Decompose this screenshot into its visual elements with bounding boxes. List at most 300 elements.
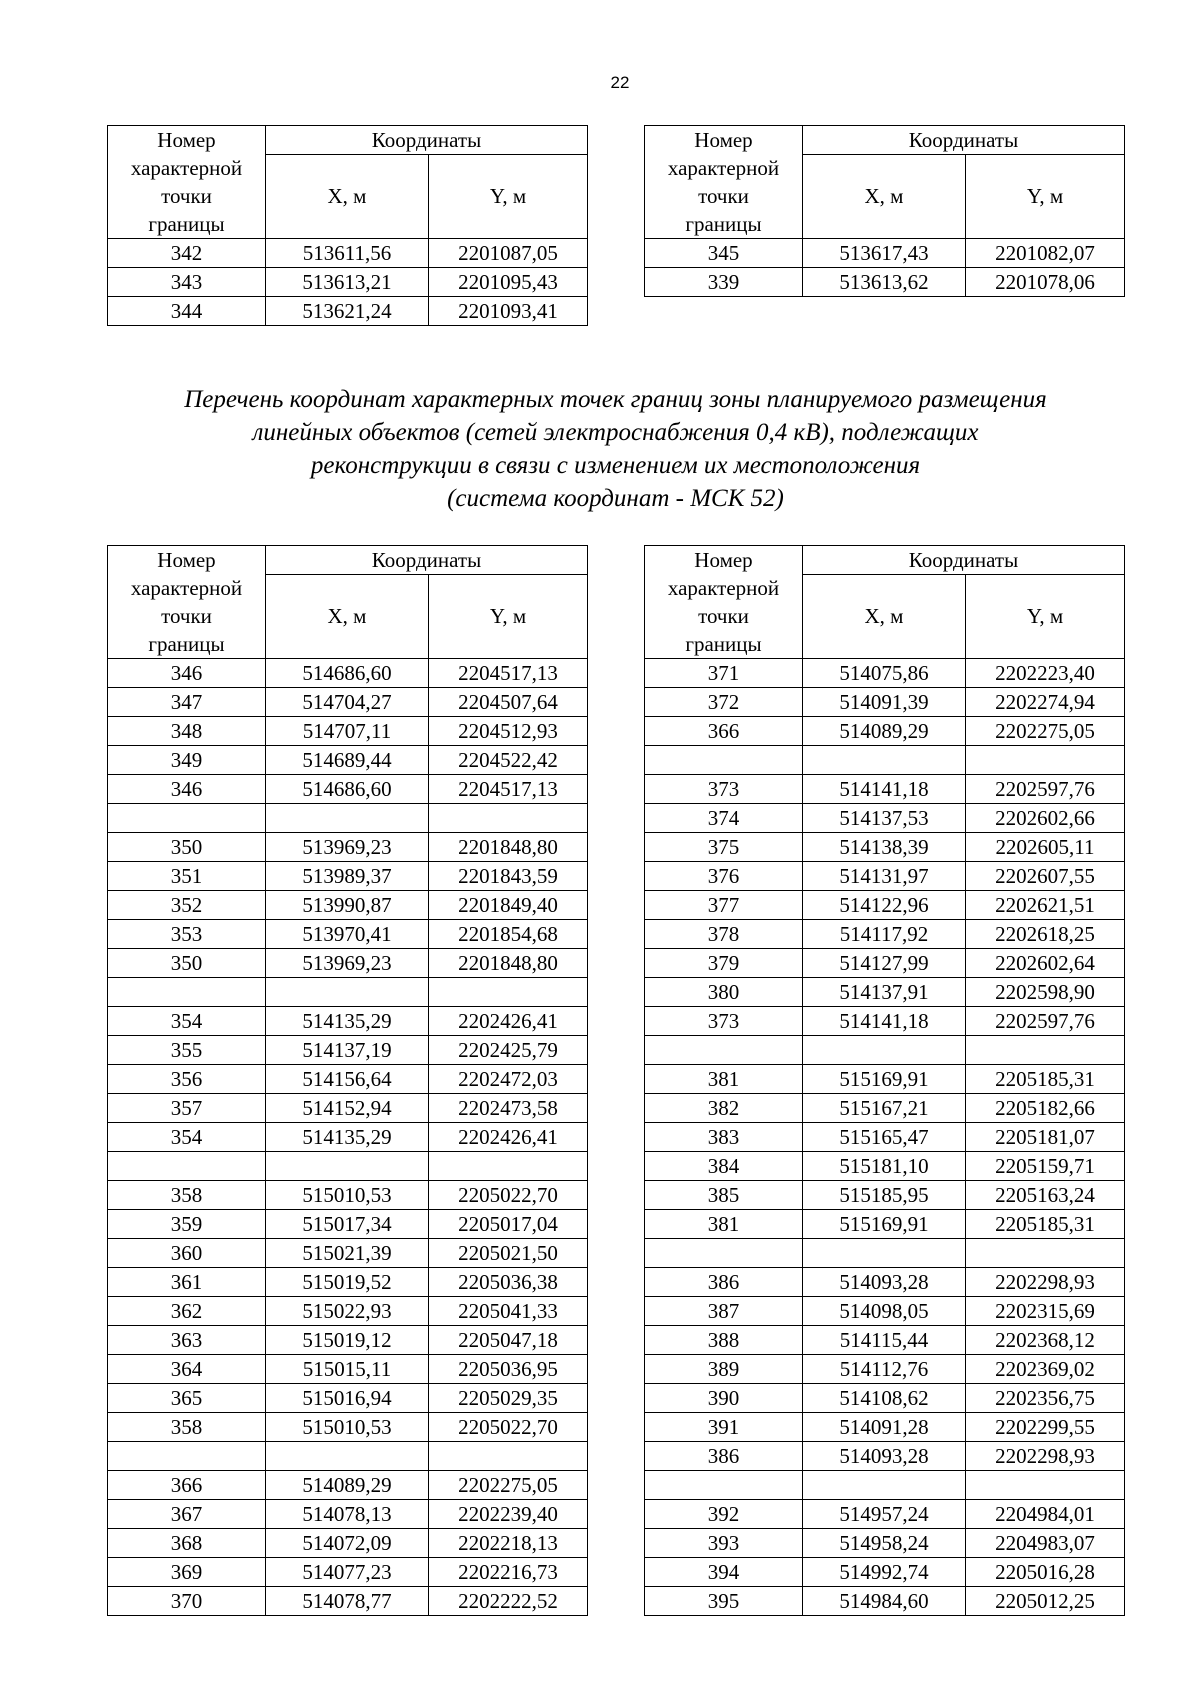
cell-y [429,978,588,1007]
header-num-line4: границы [148,212,225,236]
table-row [645,949,1125,978]
header-x: X, м [803,575,966,659]
cell-y: 2202356,75 [966,1384,1125,1413]
cell-point-number: 366 [645,717,803,746]
cell-y: 2201848,80 [429,833,588,862]
cell-y: 2204517,13 [429,659,588,688]
cell-point-number: 358 [108,1413,266,1442]
cell-x [803,1239,966,1268]
cell-point-number [108,1152,266,1181]
cell-x: 515169,91 [803,1210,966,1239]
cell-x: 515181,10 [803,1152,966,1181]
cell-x: 514135,29 [266,1007,429,1036]
cell-y: 2205047,18 [429,1326,588,1355]
table-row [645,1239,1125,1268]
table-row [108,1094,588,1123]
caption-line-2: линейных объектов (сетей электроснабжения 0,4 кВ), подлежащих [252,419,979,446]
cell-point-number: 358 [108,1181,266,1210]
page-number: 22 [610,73,630,92]
cell-point-number: 364 [108,1355,266,1384]
cell-x [266,1442,429,1471]
cell-point-number: 385 [645,1181,803,1210]
cell-point-number: 394 [645,1558,803,1587]
cell-x: 514091,39 [803,688,966,717]
cell-point-number: 343 [108,268,266,297]
cell-x: 513990,87 [266,891,429,920]
table-row [645,1413,1125,1442]
table-row [645,688,1125,717]
table-row [108,1181,588,1210]
cell-point-number: 359 [108,1210,266,1239]
cell-point-number: 374 [645,804,803,833]
cell-point-number: 383 [645,1123,803,1152]
cell-x: 514131,97 [803,862,966,891]
caption-line-4: (система координат - МСК 52) [447,485,784,512]
cell-y: 2202426,41 [429,1007,588,1036]
cell-x: 513611,56 [266,239,429,268]
cell-y: 2205016,28 [966,1558,1125,1587]
cell-point-number: 373 [645,775,803,804]
cell-point-number: 353 [108,920,266,949]
table-row [108,746,588,775]
table-row [108,949,588,978]
cell-point-number [645,1471,803,1500]
caption-line-3: реконструкции в связи с изменением их местоположения [310,452,921,479]
cell-x [266,978,429,1007]
cell-y: 2204512,93 [429,717,588,746]
cell-point-number: 382 [645,1094,803,1123]
cell-x: 513613,21 [266,268,429,297]
cell-y: 2205185,31 [966,1065,1125,1094]
coordinates-table-main-left [107,545,588,1616]
cell-point-number [108,978,266,1007]
table-row [108,1007,588,1036]
cell-x: 515017,34 [266,1210,429,1239]
table-row [645,1181,1125,1210]
cell-x: 514957,24 [803,1500,966,1529]
cell-point-number: 367 [108,1500,266,1529]
header-x: X, м [803,155,966,239]
cell-point-number: 347 [108,688,266,717]
cell-x: 514091,28 [803,1413,966,1442]
cell-point-number: 352 [108,891,266,920]
cell-y: 2202222,52 [429,1587,588,1616]
cell-x: 514137,53 [803,804,966,833]
table-row [108,297,588,326]
cell-point-number: 346 [108,775,266,804]
table-row [645,746,1125,775]
table-row [645,833,1125,862]
table-row [645,1007,1125,1036]
table-row [645,1268,1125,1297]
cell-y: 2201848,80 [429,949,588,978]
cell-y: 2202298,93 [966,1442,1125,1471]
cell-x: 514089,29 [803,717,966,746]
cell-point-number: 354 [108,1007,266,1036]
table-row [108,978,588,1007]
cell-point-number: 355 [108,1036,266,1065]
cell-y: 2205182,66 [966,1094,1125,1123]
cell-y: 2202315,69 [966,1297,1125,1326]
header-num-line2: характерной [667,156,780,180]
table-row [108,1268,588,1297]
header-num-line1: Номер [694,128,753,152]
cell-x: 514135,29 [266,1123,429,1152]
table-row [108,1384,588,1413]
header-x: X, м [266,155,429,239]
cell-y: 2205012,25 [966,1587,1125,1616]
cell-y: 2202275,05 [966,717,1125,746]
cell-point-number: 344 [108,297,266,326]
cell-y: 2202274,94 [966,688,1125,717]
cell-x [803,1036,966,1065]
cell-y: 2202621,51 [966,891,1125,920]
cell-x: 514958,24 [803,1529,966,1558]
table-row [108,1500,588,1529]
cell-y: 2205041,33 [429,1297,588,1326]
header-num-line4: границы [685,212,762,236]
cell-y [429,1152,588,1181]
cell-x: 514141,18 [803,775,966,804]
cell-x: 513969,23 [266,949,429,978]
table-row [108,1036,588,1065]
cell-point-number: 373 [645,1007,803,1036]
cell-x: 514704,27 [266,688,429,717]
cell-point-number [645,746,803,775]
table-row [108,862,588,891]
cell-x: 513621,24 [266,297,429,326]
table-row [645,1152,1125,1181]
cell-y: 2202299,55 [966,1413,1125,1442]
cell-point-number: 350 [108,949,266,978]
table-row [108,1558,588,1587]
table-row [645,1587,1125,1616]
cell-x: 514078,13 [266,1500,429,1529]
cell-point-number: 386 [645,1268,803,1297]
cell-x: 513613,62 [803,268,966,297]
table-row [108,1239,588,1268]
table-row [108,804,588,833]
cell-point-number: 376 [645,862,803,891]
header-num-line1: Номер [157,128,216,152]
cell-point-number: 368 [108,1529,266,1558]
table-row [108,1326,588,1355]
table-row [645,239,1125,268]
cell-point-number: 346 [108,659,266,688]
cell-y: 2205159,71 [966,1152,1125,1181]
cell-y [966,1471,1125,1500]
cell-point-number: 371 [645,659,803,688]
table-row [645,1036,1125,1065]
cell-x: 514686,60 [266,659,429,688]
table-row [645,659,1125,688]
cell-point-number [108,1442,266,1471]
header-coordinates: Координаты [266,546,588,575]
cell-point-number: 389 [645,1355,803,1384]
cell-x: 515016,94 [266,1384,429,1413]
cell-y: 2205022,70 [429,1413,588,1442]
cell-y: 2201087,05 [429,239,588,268]
cell-point-number: 342 [108,239,266,268]
table-row [108,1065,588,1094]
cell-y: 2202425,79 [429,1036,588,1065]
cell-x: 515169,91 [803,1065,966,1094]
cell-y: 2201082,07 [966,239,1125,268]
header-num-line4: границы [148,632,225,656]
table-row [645,1355,1125,1384]
cell-x: 514072,09 [266,1529,429,1558]
cell-x: 514686,60 [266,775,429,804]
table-row [645,862,1125,891]
cell-x: 514117,92 [803,920,966,949]
coordinates-table-top-right [644,125,1125,297]
cell-y: 2202216,73 [429,1558,588,1587]
cell-point-number: 363 [108,1326,266,1355]
cell-x: 514122,96 [803,891,966,920]
cell-x: 514137,91 [803,978,966,1007]
cell-y: 2201854,68 [429,920,588,949]
table-row [645,1442,1125,1471]
table-row [108,1413,588,1442]
header-coordinates: Координаты [266,126,588,155]
table-row [645,920,1125,949]
cell-y: 2202368,12 [966,1326,1125,1355]
cell-x: 515185,95 [803,1181,966,1210]
table-row [645,978,1125,1007]
cell-point-number: 360 [108,1239,266,1268]
cell-x: 514093,28 [803,1442,966,1471]
cell-point-number: 366 [108,1471,266,1500]
header-num-line1: Номер [694,548,753,572]
header-y: Y, м [429,575,588,659]
cell-y: 2202605,11 [966,833,1125,862]
cell-x: 515021,39 [266,1239,429,1268]
cell-point-number: 386 [645,1442,803,1471]
cell-x: 513617,43 [803,239,966,268]
cell-point-number: 377 [645,891,803,920]
cell-point-number: 388 [645,1326,803,1355]
table-row [645,804,1125,833]
cell-y: 2202239,40 [429,1500,588,1529]
coordinates-table-main-right [644,545,1125,1616]
table-row [108,1355,588,1384]
table-row [108,717,588,746]
cell-y [966,1036,1125,1065]
cell-y [966,1239,1125,1268]
cell-x: 515019,12 [266,1326,429,1355]
table-row [645,1297,1125,1326]
cell-x: 514707,11 [266,717,429,746]
table-row [645,1123,1125,1152]
cell-point-number: 381 [645,1065,803,1094]
header-point-number [108,126,266,239]
cell-x [266,1152,429,1181]
cell-point-number: 357 [108,1094,266,1123]
cell-point-number: 393 [645,1529,803,1558]
header-num-line2: характерной [130,576,243,600]
cell-point-number: 387 [645,1297,803,1326]
cell-y: 2204507,64 [429,688,588,717]
cell-y: 2201849,40 [429,891,588,920]
cell-point-number: 348 [108,717,266,746]
cell-x: 514108,62 [803,1384,966,1413]
cell-x: 514138,39 [803,833,966,862]
table-row [645,1500,1125,1529]
cell-x: 514075,86 [803,659,966,688]
table-row [645,1065,1125,1094]
cell-x: 515010,53 [266,1413,429,1442]
table-row [108,1297,588,1326]
cell-point-number: 361 [108,1268,266,1297]
cell-x: 514992,74 [803,1558,966,1587]
cell-point-number: 349 [108,746,266,775]
table-row [108,268,588,297]
cell-point-number: 370 [108,1587,266,1616]
table-row [108,1442,588,1471]
cell-point-number: 391 [645,1413,803,1442]
table-row [108,239,588,268]
cell-y: 2201078,06 [966,268,1125,297]
table-row [108,891,588,920]
cell-y [429,804,588,833]
cell-point-number: 392 [645,1500,803,1529]
cell-point-number: 365 [108,1384,266,1413]
cell-point-number: 379 [645,949,803,978]
cell-y: 2201095,43 [429,268,588,297]
header-num-line3: точки [161,184,212,208]
cell-y: 2205185,31 [966,1210,1125,1239]
cell-y: 2202275,05 [429,1471,588,1500]
cell-y: 2202607,55 [966,862,1125,891]
cell-y: 2202472,03 [429,1065,588,1094]
cell-point-number: 378 [645,920,803,949]
section-caption [107,383,1124,515]
cell-x: 515167,21 [803,1094,966,1123]
table-row [108,688,588,717]
cell-y: 2202369,02 [966,1355,1125,1384]
header-y: Y, м [966,155,1125,239]
cell-y: 2201843,59 [429,862,588,891]
header-point-number [645,126,803,239]
header-num-line3: точки [698,184,749,208]
header-coordinates: Координаты [803,546,1125,575]
table-row [108,1471,588,1500]
cell-y [429,1442,588,1471]
cell-y: 2202223,40 [966,659,1125,688]
caption-line-1: Перечень координат характерных точек границ зоны планируемого размещения [184,386,1047,413]
cell-x [803,1471,966,1500]
cell-y: 2204522,42 [429,746,588,775]
cell-y: 2202597,76 [966,775,1125,804]
cell-point-number: 369 [108,1558,266,1587]
header-num-line3: точки [698,604,749,628]
header-num-line3: точки [161,604,212,628]
cell-y: 2202426,41 [429,1123,588,1152]
cell-point-number [645,1036,803,1065]
header-num-line2: характерной [130,156,243,180]
cell-point-number: 339 [645,268,803,297]
cell-point-number: 381 [645,1210,803,1239]
table-row [108,920,588,949]
header-point-number [645,546,803,659]
cell-x: 514127,99 [803,949,966,978]
cell-point-number: 354 [108,1123,266,1152]
cell-point-number: 350 [108,833,266,862]
cell-y: 2202473,58 [429,1094,588,1123]
table-row [108,659,588,688]
cell-y: 2205163,24 [966,1181,1125,1210]
cell-x: 513989,37 [266,862,429,891]
table-row [645,268,1125,297]
cell-y: 2201093,41 [429,297,588,326]
cell-x [266,804,429,833]
header-point-number [108,546,266,659]
cell-point-number: 356 [108,1065,266,1094]
header-x: X, м [266,575,429,659]
table-row [108,833,588,862]
table-row [108,1529,588,1558]
cell-y: 2202298,93 [966,1268,1125,1297]
cell-y: 2205017,04 [429,1210,588,1239]
cell-point-number: 351 [108,862,266,891]
cell-x: 514156,64 [266,1065,429,1094]
table-row [645,775,1125,804]
cell-x: 513970,41 [266,920,429,949]
cell-y: 2205036,95 [429,1355,588,1384]
table-row [645,1094,1125,1123]
table-row [108,775,588,804]
header-num-line2: характерной [667,576,780,600]
table-row [645,1326,1125,1355]
header-num-line1: Номер [157,548,216,572]
cell-y: 2204983,07 [966,1529,1125,1558]
cell-point-number: 395 [645,1587,803,1616]
cell-y: 2205181,07 [966,1123,1125,1152]
cell-y: 2205021,50 [429,1239,588,1268]
cell-y [966,746,1125,775]
cell-y: 2202598,90 [966,978,1125,1007]
table-row [645,891,1125,920]
cell-point-number: 362 [108,1297,266,1326]
cell-x: 514089,29 [266,1471,429,1500]
cell-x: 514112,76 [803,1355,966,1384]
cell-x: 514141,18 [803,1007,966,1036]
cell-x: 515019,52 [266,1268,429,1297]
cell-point-number: 345 [645,239,803,268]
cell-x: 515010,53 [266,1181,429,1210]
table-row [645,1529,1125,1558]
cell-y: 2202602,66 [966,804,1125,833]
cell-x: 514152,94 [266,1094,429,1123]
cell-y: 2202218,13 [429,1529,588,1558]
cell-x [803,746,966,775]
cell-y: 2205029,35 [429,1384,588,1413]
cell-y: 2202597,76 [966,1007,1125,1036]
cell-x: 514098,05 [803,1297,966,1326]
cell-x: 513969,23 [266,833,429,862]
cell-x: 514984,60 [803,1587,966,1616]
table-row [645,717,1125,746]
cell-point-number [645,1239,803,1268]
cell-y: 2204984,01 [966,1500,1125,1529]
cell-x: 514689,44 [266,746,429,775]
cell-y: 2205022,70 [429,1181,588,1210]
table-row [108,1210,588,1239]
cell-x: 514137,19 [266,1036,429,1065]
cell-point-number: 375 [645,833,803,862]
cell-x: 514093,28 [803,1268,966,1297]
cell-y: 2202618,25 [966,920,1125,949]
